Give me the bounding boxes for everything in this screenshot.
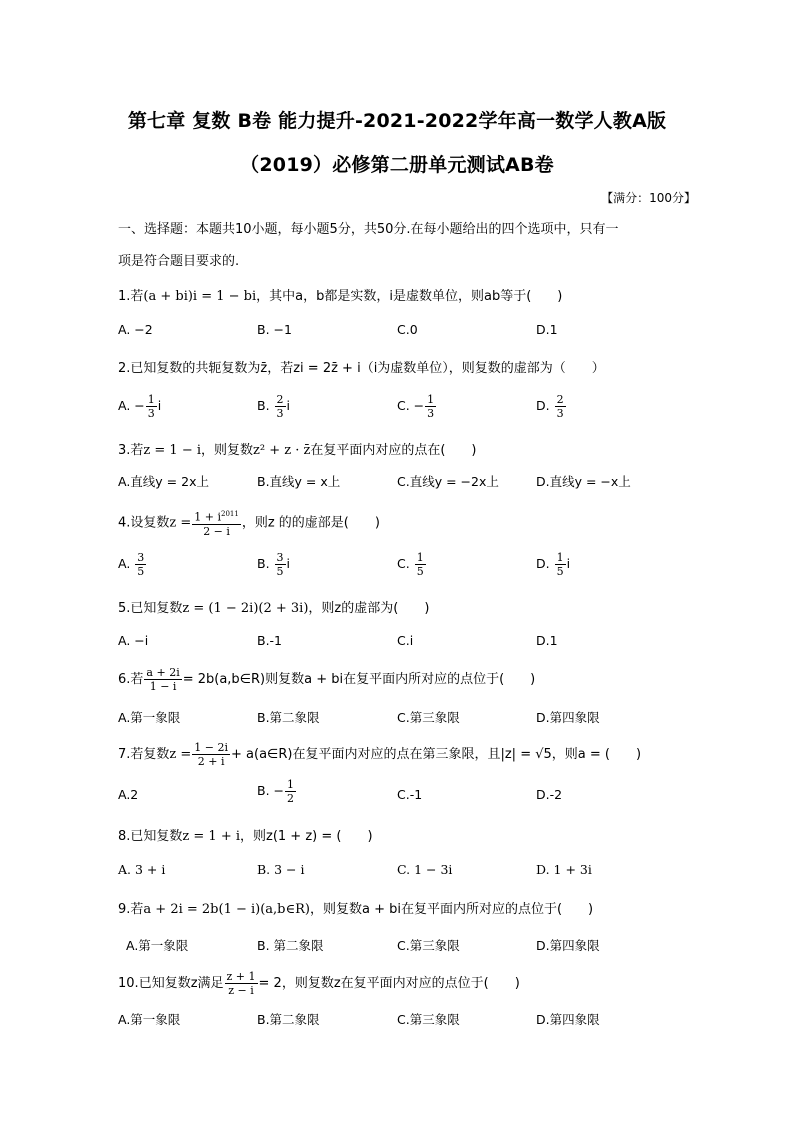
fraction: $\frac{3}{5}$ bbox=[137, 551, 145, 578]
option-c[interactable]: C.直线y = −2x上 bbox=[397, 474, 499, 489]
question-math: 已知复数z = (1 − 2i)(2 + 3i) bbox=[130, 601, 309, 616]
option-d[interactable]: D. $\frac{1}{5}$ i bbox=[536, 551, 571, 578]
question-number: 3. bbox=[118, 443, 131, 458]
question-2 bbox=[118, 357, 605, 376]
option-c[interactable]: C. $\frac{1}{5}$ bbox=[397, 551, 424, 578]
question-text: = 2，则复数z在复平面内对应的点位于( ) bbox=[258, 976, 520, 991]
doc-title-line2: （2019）必修第二册单元测试AB卷 bbox=[240, 154, 554, 176]
score-label: 【满分：100分】 bbox=[601, 191, 696, 205]
option-d[interactable] bbox=[536, 393, 567, 420]
option-d[interactable]: D.第四象限 bbox=[536, 710, 600, 725]
option-b[interactable]: B. 3 − i bbox=[257, 862, 305, 877]
question-text: 在复平面内对应的点在( ) bbox=[310, 443, 477, 458]
option-c[interactable]: C.第三象限 bbox=[397, 710, 460, 725]
option-d[interactable]: D.第四象限 bbox=[536, 1012, 600, 1027]
option-a[interactable]: A.第一象限 bbox=[118, 1012, 181, 1027]
option-a[interactable]: A. − $\frac{1}{3}$ i bbox=[118, 393, 162, 420]
option-a[interactable]: A.2 bbox=[118, 787, 139, 802]
question-10 bbox=[118, 970, 520, 997]
question-number: 6. bbox=[118, 672, 131, 687]
fraction: $\frac{1}{2}$ bbox=[287, 778, 294, 805]
question-text: （i为虚数单位），则复数的虚部为（ ） bbox=[360, 361, 605, 376]
option-c[interactable]: C.第三象限 bbox=[397, 1012, 460, 1027]
question-text: ，则复数a + bi在复平面内所对应的点位于( ) bbox=[309, 902, 594, 917]
fraction: $\frac{1}{3}$ bbox=[427, 393, 435, 420]
question-math: 已知复数z = 1 + i bbox=[130, 829, 240, 844]
option-label: C. − bbox=[397, 398, 425, 413]
question-text: ，其中a，b都是实数，i是虚数单位，则ab等于( ) bbox=[256, 289, 563, 304]
option-c[interactable]: C. 1 − 3i bbox=[397, 862, 453, 877]
question-9 bbox=[118, 898, 593, 917]
question-text: + a(a∈R)在复平面内对应的点在第三象限，且|z| = √5，则a = ( ) bbox=[231, 747, 642, 762]
option-b[interactable]: B. 第二象限 bbox=[257, 938, 324, 953]
fraction: $\frac{1}{5}$ bbox=[416, 551, 424, 578]
question-math: 设复数z = bbox=[130, 515, 192, 531]
fraction: $\frac{a + 2i}{1 - i}$ bbox=[146, 666, 180, 693]
option-b[interactable]: B. $\frac{2}{3}$ i bbox=[257, 393, 291, 420]
question-text: = 2b(a,b∈R)则复数a + bi在复平面内所对应的点位于( ) bbox=[182, 672, 536, 687]
option-d[interactable]: D.1 bbox=[536, 633, 558, 648]
section-intro-line1: 一、选择题：本题共10小题，每小题5分，共50分.在每小题给出的四个选项中，只有一 bbox=[118, 222, 619, 237]
question-5 bbox=[118, 597, 429, 616]
option-d[interactable]: D.第四象限 bbox=[536, 938, 600, 953]
option-b[interactable]: B. −1 bbox=[257, 322, 292, 337]
option-c[interactable]: C.0 bbox=[397, 322, 418, 337]
option-a[interactable]: A. $\frac{3}{5}$ bbox=[118, 551, 145, 578]
question-3 bbox=[118, 439, 476, 458]
option-label: A. − bbox=[118, 398, 145, 413]
question-number: 7. bbox=[118, 747, 131, 762]
option-a[interactable]: A.第一象限 bbox=[126, 938, 189, 953]
option-d[interactable]: D.-2 bbox=[536, 787, 563, 802]
question-number: 9. bbox=[118, 902, 131, 917]
option-d[interactable]: D. 1 + 3i bbox=[536, 862, 592, 877]
question-math: 若a + 2i = 2b(1 − i)(a,b∈R) bbox=[130, 902, 310, 917]
question-number: 2. bbox=[118, 361, 131, 376]
option-c[interactable]: C.第三象限 bbox=[397, 938, 460, 953]
fraction: $\frac{3}{5}$ bbox=[276, 551, 284, 578]
option-a[interactable]: A. −2 bbox=[118, 322, 153, 337]
fraction: $\frac{z + 1}{z - i}$ bbox=[226, 970, 256, 997]
question-7 bbox=[118, 741, 641, 768]
question-number: 10. bbox=[118, 976, 139, 991]
question-number: 4. bbox=[118, 515, 131, 531]
question-number: 5. bbox=[118, 601, 131, 616]
option-c[interactable] bbox=[397, 393, 437, 420]
question-math: 已知复数的共轭复数为z̄，若zi = 2z̄ + i bbox=[130, 361, 361, 376]
option-a[interactable]: A.直线y = 2x上 bbox=[118, 474, 209, 489]
option-d[interactable]: D.1 bbox=[536, 322, 558, 337]
question-6 bbox=[118, 666, 535, 693]
question-number: 8. bbox=[118, 829, 131, 844]
option-label: D. bbox=[536, 398, 554, 413]
option-b[interactable]: B.第二象限 bbox=[257, 1012, 320, 1027]
option-b[interactable]: B. $\frac{3}{5}$ i bbox=[257, 551, 291, 578]
question-text: ，则z(1 + z) = ( ) bbox=[240, 829, 373, 844]
option-b[interactable]: B.直线y = x上 bbox=[257, 474, 341, 489]
option-c[interactable]: C.i bbox=[397, 633, 414, 648]
option-a[interactable]: A. 3 + i bbox=[118, 862, 166, 877]
option-b[interactable]: B.-1 bbox=[257, 633, 283, 648]
option-label: B. bbox=[257, 398, 274, 413]
fraction: $\frac{2}{3}$ bbox=[276, 393, 284, 420]
question-4 bbox=[118, 508, 380, 538]
question-1 bbox=[118, 285, 562, 304]
question-8 bbox=[118, 825, 373, 844]
question-math: 已知复数z满足 bbox=[138, 976, 224, 991]
option-c[interactable]: C.-1 bbox=[397, 787, 423, 802]
doc-title-line1: 第七章 复数 B卷 能力提升-2021-2022学年高一数学人教A版 bbox=[127, 110, 667, 132]
question-math: 若z = 1 − i，则复数z² + z · z̄ bbox=[130, 443, 311, 458]
question-text: ，则z的虚部为( ) bbox=[308, 601, 430, 616]
option-b[interactable]: B.第二象限 bbox=[257, 710, 320, 725]
question-math: 若 bbox=[130, 672, 144, 687]
option-b[interactable]: B. − $\frac{1}{2}$ bbox=[257, 778, 294, 805]
section-intro-line2: 项是符合题目要求的. bbox=[118, 254, 240, 269]
fraction: $\frac{1 + i^{2011}}{2 - i}$ bbox=[194, 510, 239, 538]
option-d[interactable]: D.直线y = −x上 bbox=[536, 474, 631, 489]
option-a[interactable]: A. −i bbox=[118, 633, 149, 648]
question-number: 1. bbox=[118, 289, 131, 304]
fraction: $\frac{1}{3}$ bbox=[147, 393, 155, 420]
fraction: $\frac{1 - 2i}{2 + i}$ bbox=[194, 741, 229, 768]
question-math: 若(a + bi)i = 1 − bi bbox=[130, 289, 257, 304]
fraction: $\frac{2}{3}$ bbox=[556, 393, 564, 420]
option-a[interactable]: A.第一象限 bbox=[118, 710, 181, 725]
question-math: 若复数z = bbox=[130, 747, 192, 762]
fraction: $\frac{1}{5}$ bbox=[556, 551, 564, 578]
question-text: ，则z 的的虚部是( ) bbox=[241, 515, 380, 531]
